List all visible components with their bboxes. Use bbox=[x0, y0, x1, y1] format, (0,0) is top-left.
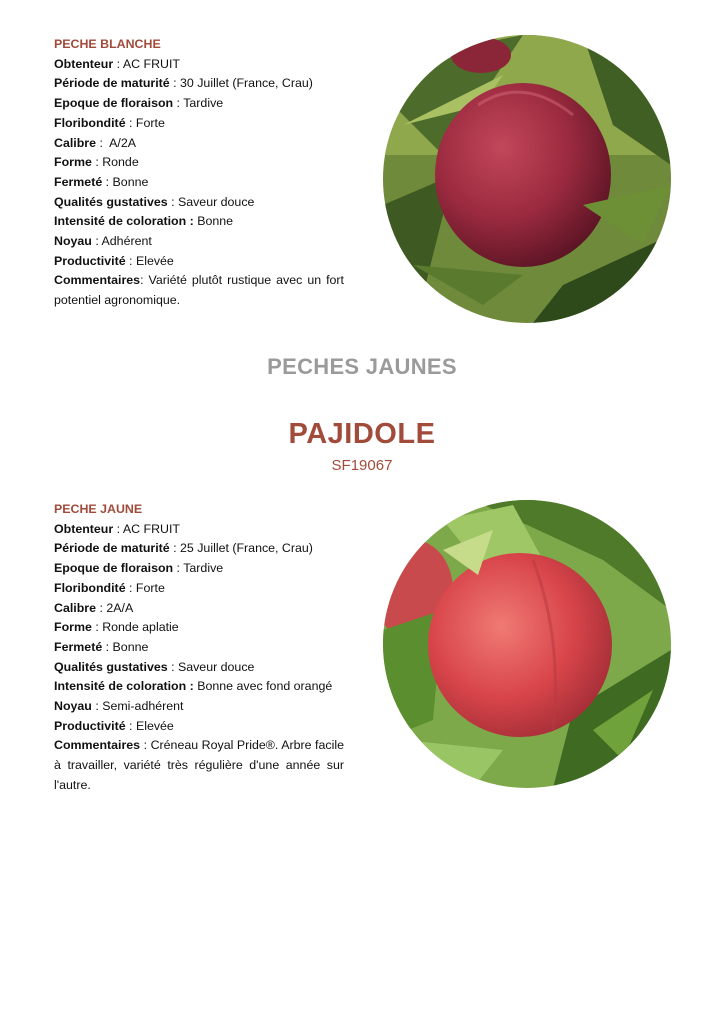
spec-label: Obtenteur bbox=[54, 521, 114, 536]
spec-separator: : bbox=[102, 174, 113, 189]
spec-value: Bonne bbox=[112, 639, 149, 654]
spec-row bbox=[54, 717, 344, 737]
spec-label: Forme bbox=[54, 155, 92, 170]
spec-separator: : bbox=[91, 234, 102, 249]
spec-value: Tardive bbox=[183, 561, 224, 576]
spec-row bbox=[54, 232, 344, 252]
spec-value: Variété plutôt rustique avec un fort potentiel agronomique. bbox=[54, 273, 344, 308]
spec-separator: : bbox=[125, 580, 136, 595]
spec-row bbox=[54, 193, 344, 213]
spec-value: 25 Juillet (France, Crau) bbox=[180, 541, 313, 556]
spec-value: Ronde aplatie bbox=[102, 620, 179, 635]
spec-label: Floribondité bbox=[54, 580, 126, 595]
spec-value: 2A/A bbox=[106, 600, 134, 615]
spec-value: A/2A bbox=[109, 135, 136, 150]
spec-label: Intensité de coloration : bbox=[54, 679, 194, 694]
spec-separator: : bbox=[169, 76, 181, 91]
spec-label: Epoque de floraison bbox=[54, 561, 174, 576]
spec-separator: : bbox=[96, 135, 110, 150]
spec-separator: : bbox=[140, 273, 149, 288]
section-title: PECHE JAUNE bbox=[54, 502, 143, 516]
spec-label: Période de maturité bbox=[54, 76, 170, 91]
spec-value: Créneau Royal Pride®. Arbre facile à travailler, variété très régulière d'une année sur l'autre. bbox=[54, 738, 344, 792]
spec-row bbox=[54, 579, 344, 599]
spec-separator: : bbox=[96, 600, 107, 615]
spec-value: Elevée bbox=[135, 253, 174, 268]
spec-value: Forte bbox=[135, 580, 165, 595]
spec-row bbox=[54, 94, 344, 114]
spec-separator: : bbox=[125, 115, 136, 130]
spec-label: Obtenteur bbox=[54, 56, 114, 71]
spec-separator: : bbox=[167, 659, 178, 674]
spec-separator: : bbox=[113, 56, 123, 71]
variety-name: PAJIDOLE bbox=[288, 418, 436, 450]
spec-label: Floribondité bbox=[54, 115, 126, 130]
spec-row bbox=[54, 212, 344, 232]
spec-label: Période de maturité bbox=[54, 541, 170, 556]
spec-value: Elevée bbox=[135, 718, 174, 733]
spec-value: AC FRUIT bbox=[122, 56, 180, 71]
spec-list bbox=[54, 55, 344, 311]
spec-row bbox=[54, 153, 344, 173]
spec-value: Bonne avec fond orangé bbox=[197, 679, 333, 694]
spec-label: Epoque de floraison bbox=[54, 96, 174, 111]
spec-separator: : bbox=[91, 620, 103, 635]
spec-separator: : bbox=[125, 718, 136, 733]
spec-value: AC FRUIT bbox=[122, 521, 180, 536]
spec-row bbox=[54, 736, 344, 795]
spec-row bbox=[54, 539, 344, 559]
spec-label: Calibre bbox=[54, 135, 97, 150]
spec-separator: : bbox=[91, 155, 103, 170]
spec-label: Commentaires bbox=[54, 738, 141, 753]
spec-row bbox=[54, 618, 344, 638]
spec-label: Qualités gustatives bbox=[54, 194, 168, 209]
spec-label: Commentaires bbox=[54, 273, 141, 288]
spec-value: Saveur douce bbox=[177, 659, 255, 674]
yellow-peach-spec-block bbox=[54, 500, 344, 796]
white-peach-photo bbox=[383, 35, 671, 323]
spec-separator: : bbox=[140, 738, 151, 753]
spec-row bbox=[54, 173, 344, 193]
spec-row bbox=[54, 599, 344, 619]
spec-row bbox=[54, 697, 344, 717]
spec-separator: : bbox=[167, 194, 178, 209]
yellow-peach-photo bbox=[383, 500, 671, 788]
spec-row bbox=[54, 252, 344, 272]
spec-separator: : bbox=[125, 253, 136, 268]
spec-row bbox=[54, 114, 344, 134]
spec-row bbox=[54, 55, 344, 75]
spec-row bbox=[54, 520, 344, 540]
spec-value: Bonne bbox=[112, 174, 149, 189]
spec-row bbox=[54, 658, 344, 678]
spec-label: Forme bbox=[54, 620, 92, 635]
spec-label: Noyau bbox=[54, 234, 92, 249]
spec-label: Fermeté bbox=[54, 174, 103, 189]
spec-separator: : bbox=[102, 639, 113, 654]
spec-list bbox=[54, 520, 344, 796]
spec-separator: : bbox=[113, 521, 123, 536]
spec-label: Productivité bbox=[54, 253, 126, 268]
spec-separator: : bbox=[173, 96, 184, 111]
spec-value: Tardive bbox=[183, 96, 224, 111]
spec-row bbox=[54, 559, 344, 579]
spec-separator: : bbox=[91, 699, 103, 714]
spec-separator: : bbox=[173, 561, 184, 576]
spec-value: Semi-adhérent bbox=[102, 699, 184, 714]
spec-label: Noyau bbox=[54, 699, 92, 714]
spec-separator: : bbox=[169, 541, 181, 556]
spec-label: Productivité bbox=[54, 718, 126, 733]
spec-row bbox=[54, 677, 344, 697]
spec-label: Calibre bbox=[54, 600, 97, 615]
spec-value: Saveur douce bbox=[177, 194, 255, 209]
spec-value: 30 Juillet (France, Crau) bbox=[180, 76, 313, 91]
spec-label: Fermeté bbox=[54, 639, 103, 654]
section-title: PECHE BLANCHE bbox=[54, 37, 161, 51]
spec-label: Qualités gustatives bbox=[54, 659, 168, 674]
spec-value: Adhérent bbox=[101, 234, 152, 249]
spec-row bbox=[54, 271, 344, 310]
spec-row bbox=[54, 638, 344, 658]
category-heading: PECHES JAUNES bbox=[267, 354, 457, 379]
white-peach-spec-block bbox=[54, 35, 344, 311]
spec-value: Ronde bbox=[102, 155, 139, 170]
spec-value: Bonne bbox=[197, 214, 234, 229]
spec-value: Forte bbox=[135, 115, 165, 130]
spec-row bbox=[54, 134, 344, 154]
spec-label: Intensité de coloration : bbox=[54, 214, 194, 229]
variety-code: SF19067 bbox=[331, 457, 393, 474]
spec-row bbox=[54, 74, 344, 94]
